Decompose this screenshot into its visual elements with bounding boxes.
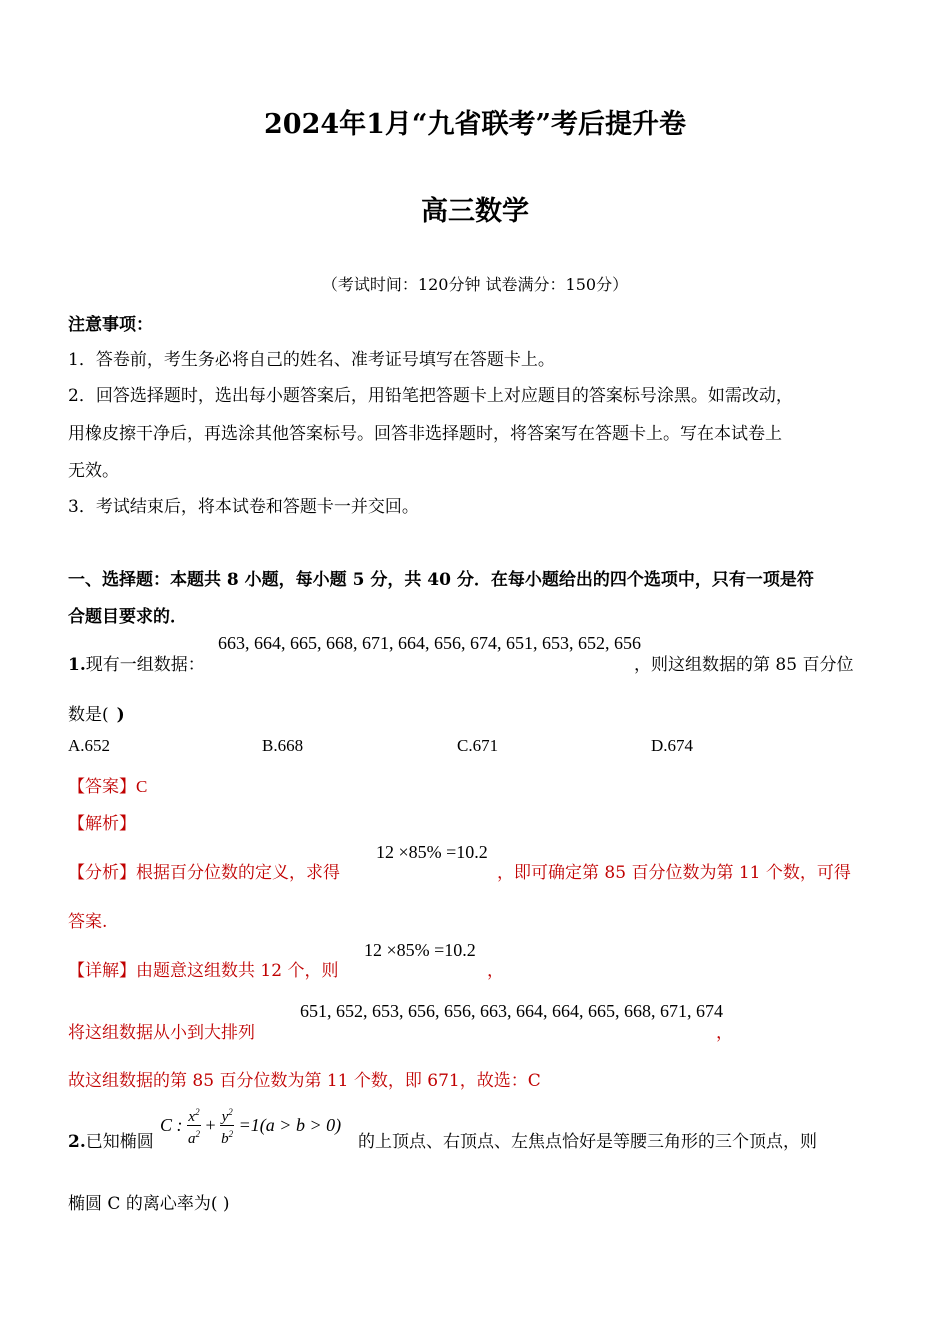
option-a: A.652 xyxy=(68,736,111,755)
detail-comma: ， xyxy=(487,961,504,981)
question-1-suffix: ，则这组数据的第 85 百分位 xyxy=(634,655,854,675)
section-heading: 一、选择题：本题共 8 小题，每小题 5 分，共 40 分．在每小题给出的四个选项中，只有一项是符 xyxy=(68,570,814,590)
detail-math: 12 ×85% =10.2 xyxy=(364,940,476,960)
ellipse-equation: C : $\frac{x^2}{a^2}$ + $\frac{y^2}{b^2}$ =1(a > b > 0) xyxy=(160,1104,341,1147)
question-1-line-2: 数是( ) xyxy=(68,705,125,725)
exam-info: （考试时间：120分钟 试卷满分：150分） xyxy=(321,275,629,294)
analysis-label: 【解析】 xyxy=(68,814,136,834)
notice-item-2-line-2: 用橡皮擦干净后，再选涂其他答案标号。回答非选择题时，将答案写在答题卡上。写在本试卷上 xyxy=(68,424,782,444)
sort-text: 将这组数据从小到大排列 xyxy=(68,1023,255,1043)
fenxi-line: 【分析】根据百分位数的定义，求得 xyxy=(68,863,340,883)
section-heading-line-2: 合题目要求的． xyxy=(68,607,187,627)
question-2-stem: 2.已知椭圆 xyxy=(68,1132,154,1152)
question-number: 2. xyxy=(68,1132,86,1152)
option-b: B.668 xyxy=(262,736,304,755)
page-subtitle: 高三数学 xyxy=(421,196,529,227)
notice-item-2: 2．回答选择题时，选出每小题答案后，用铅笔把答题卡上对应题目的答案标号涂黑。如需改动， xyxy=(68,386,793,406)
question-1-stem xyxy=(68,650,205,675)
answer-value: C xyxy=(136,777,148,796)
question-2-line-2: 椭圆 C 的离心率为( ) xyxy=(68,1194,230,1214)
option-c: C.671 xyxy=(457,736,499,755)
conclusion: 故这组数据的第 85 百分位数为第 11 个数，即 671，故选：C xyxy=(68,1071,541,1091)
question-number: 1. xyxy=(68,655,86,675)
notice-heading: 注意事项： xyxy=(68,315,153,335)
data-list: 663, 664, 665, 668, 671, 664, 656, 674, 651, 653, 652, 656 xyxy=(218,633,641,653)
fenxi-text-2: ，即可确定第 85 百分位数为第 11 个数，可得 xyxy=(497,863,851,883)
option-d: D.674 xyxy=(651,736,694,755)
detail-line: 【详解】由题意这组数共 12 个，则 xyxy=(68,961,339,981)
notice-item-3: 3．考试结束后，将本试卷和答题卡一并交回。 xyxy=(68,497,419,517)
question-prefix: 现有一组数据： xyxy=(85,655,205,675)
answer-line: 【答案】C xyxy=(68,777,148,797)
fenxi-line-2: 答案. xyxy=(68,912,108,932)
sorted-list: 651, 652, 653, 656, 656, 663, 664, 664, 665, 668, 671, 674 xyxy=(300,1001,723,1021)
notice-item-2-line-3: 无效。 xyxy=(68,461,119,481)
question-2-suffix: 的上顶点、右顶点、左焦点恰好是等腰三角形的三个顶点，则 xyxy=(358,1132,817,1152)
fenxi-math: 12 ×85% =10.2 xyxy=(376,842,488,862)
notice-item-1: 1．答卷前，考生务必将自己的姓名、准考证号填写在答题卡上。 xyxy=(68,350,555,370)
page-title: 2024年1月“九省联考”考后提升卷 xyxy=(264,109,686,140)
sorted-comma: ， xyxy=(716,1023,733,1043)
